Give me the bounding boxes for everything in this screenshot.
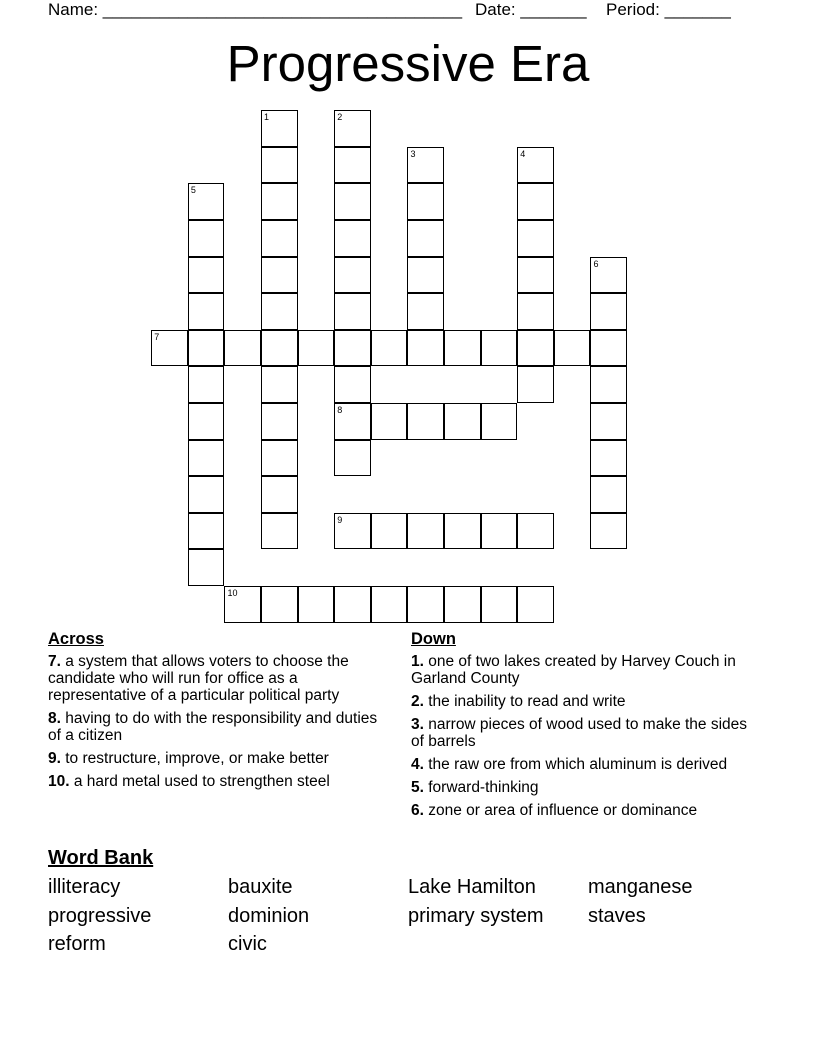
clue-text: a hard metal used to strengthen steel <box>73 773 330 790</box>
crossword-cell[interactable] <box>151 330 188 367</box>
cell-number: 8 <box>337 405 343 416</box>
clue-number: 10. <box>48 773 70 790</box>
cell-number: 6 <box>593 258 599 269</box>
clue-number: 4. <box>411 756 424 773</box>
crossword-cell[interactable] <box>188 330 225 367</box>
crossword-cell[interactable] <box>481 403 518 440</box>
crossword-cell[interactable] <box>188 403 225 440</box>
crossword-cell[interactable] <box>517 366 554 403</box>
down-clue <box>411 716 756 750</box>
crossword-cell[interactable] <box>334 220 371 257</box>
down-clue <box>411 693 756 710</box>
word-bank-item: civic <box>228 933 267 955</box>
crossword-cell[interactable] <box>517 586 554 623</box>
word-bank-item: dominion <box>228 905 310 927</box>
crossword-cell[interactable] <box>444 513 481 550</box>
crossword-cell[interactable] <box>261 220 298 257</box>
across-clue <box>48 750 393 767</box>
clue-text: to restructure, improve, or make better <box>65 750 329 767</box>
crossword-cell[interactable] <box>334 366 371 403</box>
crossword-cell[interactable] <box>481 513 518 550</box>
across-clue <box>48 653 393 704</box>
crossword-cell[interactable] <box>590 330 627 367</box>
clue-text: the inability to read and write <box>428 693 626 710</box>
name-field-label: Name: ______________________________________ <box>48 0 463 19</box>
cell-number: 3 <box>410 148 416 159</box>
crossword-cell[interactable] <box>517 330 554 367</box>
crossword-cell[interactable] <box>298 330 335 367</box>
crossword-cell[interactable] <box>407 183 444 220</box>
clue-number: 5. <box>411 779 424 796</box>
crossword-cell[interactable] <box>481 330 518 367</box>
down-clue <box>411 779 756 796</box>
crossword-cell[interactable] <box>188 549 225 586</box>
crossword-cell[interactable] <box>224 586 261 623</box>
across-clue <box>48 773 393 790</box>
crossword-cell[interactable] <box>517 183 554 220</box>
crossword-cell[interactable] <box>444 403 481 440</box>
clue-text: narrow pieces of wood used to make the sides of barrels <box>411 716 748 750</box>
crossword-cell[interactable] <box>371 403 408 440</box>
crossword-cell[interactable] <box>261 586 298 623</box>
crossword-cell[interactable] <box>407 220 444 257</box>
cell-number: 7 <box>154 331 160 342</box>
word-bank-item: reform <box>48 933 106 955</box>
crossword-cell[interactable] <box>590 513 627 550</box>
crossword-cell[interactable] <box>554 330 591 367</box>
crossword-cell[interactable] <box>261 513 298 550</box>
crossword-cell[interactable] <box>517 257 554 294</box>
crossword-cell[interactable] <box>407 257 444 294</box>
crossword-cell[interactable] <box>334 147 371 184</box>
crossword-cell[interactable] <box>517 513 554 550</box>
crossword-cell[interactable] <box>188 257 225 294</box>
down-heading: Down <box>411 630 456 648</box>
word-bank-item: staves <box>588 905 646 927</box>
crossword-cell[interactable] <box>188 476 225 513</box>
clue-text: the raw ore from which aluminum is derived <box>428 756 728 773</box>
crossword-cell[interactable] <box>188 183 225 220</box>
crossword-cell[interactable] <box>371 513 408 550</box>
cell-number: 1 <box>264 112 270 123</box>
clue-text: forward-thinking <box>428 779 539 796</box>
crossword-cell[interactable] <box>261 110 298 147</box>
crossword-cell[interactable] <box>590 403 627 440</box>
crossword-cell[interactable] <box>334 257 371 294</box>
crossword-cell[interactable] <box>407 403 444 440</box>
crossword-cell[interactable] <box>188 513 225 550</box>
clue-number: 7. <box>48 653 61 670</box>
crossword-cell[interactable] <box>261 183 298 220</box>
clue-number: 9. <box>48 750 61 767</box>
cell-number: 5 <box>190 185 196 196</box>
clue-text: zone or area of influence or dominance <box>428 802 698 819</box>
crossword-cell[interactable] <box>334 183 371 220</box>
crossword-cell[interactable] <box>371 586 408 623</box>
down-clue <box>411 653 756 687</box>
crossword-cell[interactable] <box>334 513 371 550</box>
crossword-cell[interactable] <box>188 293 225 330</box>
clue-number: 2. <box>411 693 424 710</box>
crossword-cell[interactable] <box>261 330 298 367</box>
crossword-cell[interactable] <box>590 440 627 477</box>
down-clues <box>411 629 756 825</box>
clue-number: 3. <box>411 716 424 733</box>
word-bank-item: illiteracy <box>48 876 121 898</box>
crossword-cell[interactable] <box>371 330 408 367</box>
crossword-cell[interactable] <box>444 330 481 367</box>
crossword-cell[interactable] <box>517 147 554 184</box>
crossword-cell[interactable] <box>188 366 225 403</box>
clue-text: having to do with the responsibility and duties of a citizen <box>48 710 378 744</box>
crossword-cell[interactable] <box>590 366 627 403</box>
crossword-cell[interactable] <box>334 403 371 440</box>
date-field-label: Date: _______ <box>475 0 587 19</box>
word-bank-item: progressive <box>48 905 152 927</box>
crossword-cell[interactable] <box>188 220 225 257</box>
word-bank-item: primary system <box>408 905 544 927</box>
crossword-cell[interactable] <box>590 476 627 513</box>
crossword-cell[interactable] <box>261 476 298 513</box>
crossword-cell[interactable] <box>261 403 298 440</box>
word-bank-item: Lake Hamilton <box>408 876 536 898</box>
word-bank-heading: Word Bank <box>48 847 154 869</box>
cell-number: 9 <box>337 514 343 525</box>
crossword-cell[interactable] <box>261 366 298 403</box>
across-clues <box>48 629 393 796</box>
crossword-cell[interactable] <box>261 293 298 330</box>
crossword-cell[interactable] <box>517 293 554 330</box>
crossword-cell[interactable] <box>407 147 444 184</box>
clue-number: 1. <box>411 653 424 670</box>
clue-text: one of two lakes created by Harvey Couch in Garland County <box>411 653 736 687</box>
crossword-cell[interactable] <box>334 440 371 477</box>
crossword-cell[interactable] <box>407 513 444 550</box>
period-field-label: Period: _______ <box>606 0 731 19</box>
crossword-cell[interactable] <box>188 440 225 477</box>
crossword-cell[interactable] <box>298 586 335 623</box>
crossword-cell[interactable] <box>481 586 518 623</box>
crossword-cell[interactable] <box>407 586 444 623</box>
cell-number: 2 <box>337 112 343 123</box>
down-clue <box>411 756 756 773</box>
clue-number: 6. <box>411 802 424 819</box>
crossword-cell[interactable] <box>590 293 627 330</box>
page-title: Progressive Era <box>226 35 590 92</box>
clue-number: 8. <box>48 710 61 727</box>
crossword-cell[interactable] <box>334 293 371 330</box>
crossword-cell[interactable] <box>261 440 298 477</box>
down-clue <box>411 802 756 819</box>
word-bank-item: manganese <box>588 876 693 898</box>
crossword-cell[interactable] <box>590 257 627 294</box>
across-clue <box>48 710 393 744</box>
crossword-cell[interactable] <box>334 110 371 147</box>
cell-number: 4 <box>520 148 526 159</box>
crossword-cell[interactable] <box>261 147 298 184</box>
word-bank-item: bauxite <box>228 876 293 898</box>
crossword-cell[interactable] <box>334 330 371 367</box>
crossword-cell[interactable] <box>334 586 371 623</box>
crossword-cell[interactable] <box>407 330 444 367</box>
cell-number: 10 <box>227 588 238 599</box>
clue-text: a system that allows voters to choose the candidate who will run for office as a representative of a particular political party <box>48 653 349 704</box>
crossword-cell[interactable] <box>444 586 481 623</box>
crossword-cell[interactable] <box>261 257 298 294</box>
crossword-cell[interactable] <box>224 330 261 367</box>
across-heading: Across <box>48 630 104 648</box>
crossword-cell[interactable] <box>517 220 554 257</box>
crossword-cell[interactable] <box>407 293 444 330</box>
